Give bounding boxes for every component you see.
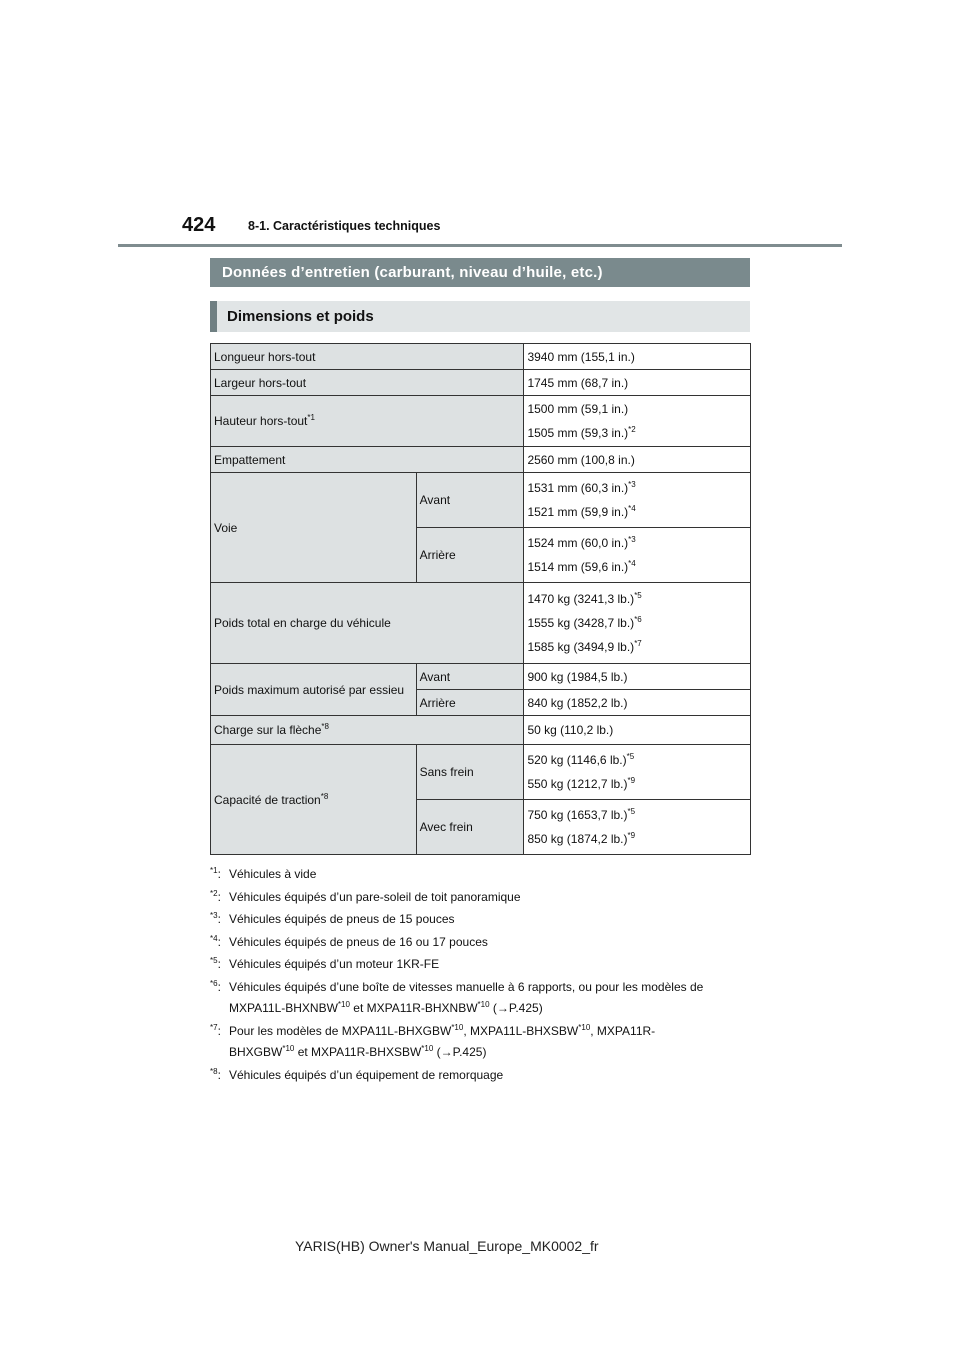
table-row bbox=[211, 583, 751, 664]
footnote-ref: *7 bbox=[634, 639, 642, 648]
footnote bbox=[210, 1065, 750, 1087]
footnote bbox=[210, 977, 750, 1020]
maintenance-band: Données d’entretien (carburant, niveau d’huile, etc.) bbox=[210, 258, 750, 287]
page-number: 424 bbox=[182, 214, 216, 236]
table-row bbox=[211, 664, 751, 690]
row-value: 840 kg (1852,2 lb.) bbox=[524, 690, 751, 716]
footnote-ref: *6 bbox=[634, 615, 642, 624]
row-value: 1745 mm (68,7 in.) bbox=[524, 370, 751, 396]
footnote-ref: *5 bbox=[626, 752, 635, 761]
table-row bbox=[211, 396, 751, 447]
footnote-ref: *3 bbox=[628, 535, 636, 544]
footnote-ref: *8 bbox=[320, 791, 329, 801]
value-line: 1555 kg (3428,7 lb.) bbox=[527, 616, 635, 630]
section-title: 8-1. Caractéristiques techniques bbox=[248, 219, 441, 233]
footnote-ref: *4 bbox=[628, 504, 636, 513]
footnote-text: BHXGBW$^{*10}$ et MXPA11R-BHXSBW$^{*10}$ (→P.425) bbox=[229, 1044, 487, 1059]
footnote-mark: $^{*6}$: bbox=[210, 978, 221, 994]
value-line: 1521 mm (59,9 in.) bbox=[527, 505, 629, 519]
footnote-ref: *9 bbox=[627, 831, 636, 840]
value-line: 750 kg (1653,7 lb.) bbox=[527, 808, 628, 822]
label-text: Capacité de traction bbox=[214, 792, 321, 807]
row-value bbox=[524, 745, 751, 800]
footnote-text: Véhicules équipés d’un moteur 1KR-FE bbox=[229, 957, 440, 971]
footnote bbox=[210, 954, 750, 976]
sub-label: Avant bbox=[416, 473, 524, 528]
footnote-text: Véhicules équipés d’un pare-soleil de toit panoramique bbox=[229, 889, 521, 904]
footnote-ref: *2 bbox=[628, 425, 636, 434]
footnote-ref: *5 bbox=[627, 807, 636, 816]
label-text: Charge sur la flèche bbox=[214, 723, 322, 737]
value-line: 550 kg (1212,7 lb.) bbox=[527, 777, 628, 791]
table-row bbox=[211, 344, 751, 370]
row-label: Voie bbox=[211, 473, 417, 583]
row-label: Longueur hors-tout bbox=[211, 344, 524, 370]
footnote-ref: *3 bbox=[628, 480, 636, 489]
sub-label: Sans frein bbox=[416, 745, 524, 800]
value-line: 1524 mm (60,0 in.) bbox=[527, 536, 629, 550]
footnote bbox=[210, 932, 750, 954]
footnote-mark: $^{*5}$: bbox=[210, 956, 221, 971]
footnote-text: Véhicules à vide bbox=[229, 867, 317, 881]
label-text: Hauteur hors-tout bbox=[214, 414, 308, 428]
row-label: Empattement bbox=[211, 447, 524, 473]
footnote-ref: *8 bbox=[321, 722, 329, 731]
row-value: 3940 mm (155,1 in.) bbox=[524, 344, 751, 370]
footnote-ref: *4 bbox=[628, 559, 636, 568]
footnote-mark: $^{*8}$: bbox=[210, 1066, 221, 1082]
footnotes bbox=[210, 864, 750, 1087]
dimensions-heading: Dimensions et poids bbox=[210, 301, 750, 332]
footnote-ref: *5 bbox=[634, 591, 642, 600]
sub-label: Arrière bbox=[416, 690, 524, 716]
table-row bbox=[211, 716, 751, 745]
row-label: Poids maximum autorisé par essieu bbox=[211, 664, 417, 716]
footnote-text: Véhicules équipés d’une boîte de vitesses manuelle à 6 rapports, ou pour les modèles de bbox=[229, 979, 704, 994]
value-line: 1514 mm (59,6 in.) bbox=[527, 560, 629, 574]
sub-label: Arrière bbox=[416, 528, 524, 583]
footnote-text: Véhicules équipés de pneus de 16 ou 17 pouces bbox=[229, 934, 488, 949]
footnote-mark: $^{*1}$: bbox=[210, 866, 221, 881]
footnote-text: Véhicules équipés d’un équipement de remorquage bbox=[229, 1067, 504, 1082]
value-line: 1505 mm (59,3 in.) bbox=[527, 426, 629, 440]
row-label bbox=[211, 716, 524, 745]
table-row bbox=[211, 370, 751, 396]
table-row bbox=[211, 745, 751, 800]
header-rule bbox=[118, 244, 842, 247]
value-line: 1500 mm (59,1 in.) bbox=[527, 402, 629, 416]
value-line: 1470 kg (3241,3 lb.) bbox=[527, 592, 635, 606]
row-label bbox=[211, 396, 524, 447]
specifications-table bbox=[210, 343, 751, 855]
footnote-text: MXPA11L-BHXNBW$^{*10}$ et MXPA11R-BHXNBW$^{*10}$ (→P.425) bbox=[229, 1000, 543, 1015]
row-value bbox=[524, 800, 751, 855]
sub-label: Avec frein bbox=[416, 800, 524, 855]
value-line: 1531 mm (60,3 in.) bbox=[527, 481, 629, 495]
footnote-ref: *9 bbox=[627, 776, 636, 785]
footnote-ref: *1 bbox=[307, 413, 315, 422]
value-line: 520 kg (1146,6 lb.) bbox=[527, 753, 627, 767]
row-value bbox=[524, 396, 751, 447]
row-value bbox=[524, 473, 751, 528]
value-line: 850 kg (1874,2 lb.) bbox=[527, 832, 628, 846]
footnote bbox=[210, 1021, 750, 1064]
table-row bbox=[211, 473, 751, 528]
row-value bbox=[524, 583, 751, 664]
footnote bbox=[210, 864, 750, 886]
row-label: Largeur hors-tout bbox=[211, 370, 524, 396]
footnote bbox=[210, 887, 750, 909]
row-value: 2560 mm (100,8 in.) bbox=[524, 447, 751, 473]
footnote bbox=[210, 909, 750, 931]
footnote-text: Véhicules équipés de pneus de 15 pouces bbox=[229, 912, 455, 926]
footnote-mark: $^{*7}$: bbox=[210, 1022, 221, 1038]
footnote-mark: $^{*4}$: bbox=[210, 933, 221, 949]
footnote-mark: $^{*2}$: bbox=[210, 888, 221, 904]
row-label: Poids total en charge du véhicule bbox=[211, 583, 524, 664]
row-value bbox=[524, 528, 751, 583]
sub-label: Avant bbox=[416, 664, 524, 690]
row-value: 50 kg (110,2 lb.) bbox=[524, 716, 751, 745]
value-line: 1585 kg (3494,9 lb.) bbox=[527, 640, 635, 654]
row-label bbox=[211, 745, 417, 855]
footnote-text: Pour les modèles de MXPA11L-BHXGBW$^{*10}$, MXPA11L-BHXSBW$^{*10}$, MXPA11R- bbox=[229, 1022, 656, 1038]
manual-footer: YARIS(HB) Owner's Manual_Europe_MK0002_fr bbox=[295, 1238, 599, 1254]
row-value: 900 kg (1984,5 lb.) bbox=[524, 664, 751, 690]
table-row bbox=[211, 447, 751, 473]
footnote-mark: $^{*3}$: bbox=[210, 911, 221, 926]
